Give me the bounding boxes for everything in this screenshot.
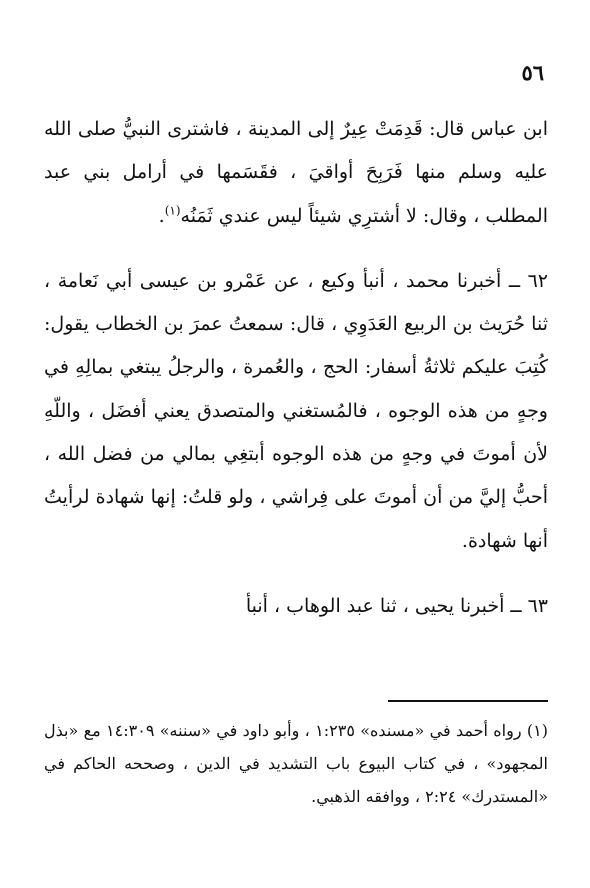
- paragraph-hadith-62: ٦٢ ــ أخبرنا محمد ، أنبأ وكيع ، عن عَمْرو بن عيسى أبي نَعامة ، ثنا حُرَيث بن الربيع العَدَوِي ، قال: سمعتُ عمرَ بن الخطاب يقول: كُتِبَ عليكم ثلاثةُ أسفار: الحج ، والعُمرة ، والرجلُ يبتغي بمالِهِ في وجهٍ من هذه الوجوه ، فالمُستغني والمتصدق يعني أفضَل ، واللّهِ لأن أموتَ في وجهٍ من هذه الوجوه أبتغِي بمالي من فضل الله ، أحبُّ إليَّ من أن أموتَ على فِراشي ، ولو قلتُ: إنها شهادة لرأيتُ أنها شهادة.: [44, 269, 548, 552]
- footnote-1: (١) رواه أحمد في «مسنده» ١:٢٣٥ ، وأبو داود في «سننه» ١٤:٣٠٩ مع «بذل المجهود» ، في كتاب البيوع باب التشديد في الدين ، وصححه الحاكم في «المستدرك» ٢:٢٤ ، ووافقه الذهبي.: [44, 721, 549, 806]
- footnotes: [44, 714, 548, 813]
- paragraph-hadith-63: ٦٣ ــ أخبرنا يحيى ، ثنا عبد الوهاب ، أنبأ: [245, 594, 548, 617]
- footnote-divider: [388, 700, 548, 702]
- main-text: [44, 108, 548, 628]
- page-number: ٥٦: [521, 60, 544, 85]
- paragraph-text: ابن عباس قال: قَدِمَتْ عِيرٌ إلى المدينة ، فاشترى النبيُّ صلى الله عليه وسلم منها فَرَبِحَ أواقيَ ، فقَسَمها في أرامل بني عبد المطلب ، وقال: لا أشترِي شيئاً ليس عندي ثَمَنُه: [44, 118, 548, 227]
- paragraph-tail: .: [158, 204, 165, 227]
- footnote-reference: (١): [164, 203, 181, 218]
- paragraph-hadith-61: [44, 108, 548, 238]
